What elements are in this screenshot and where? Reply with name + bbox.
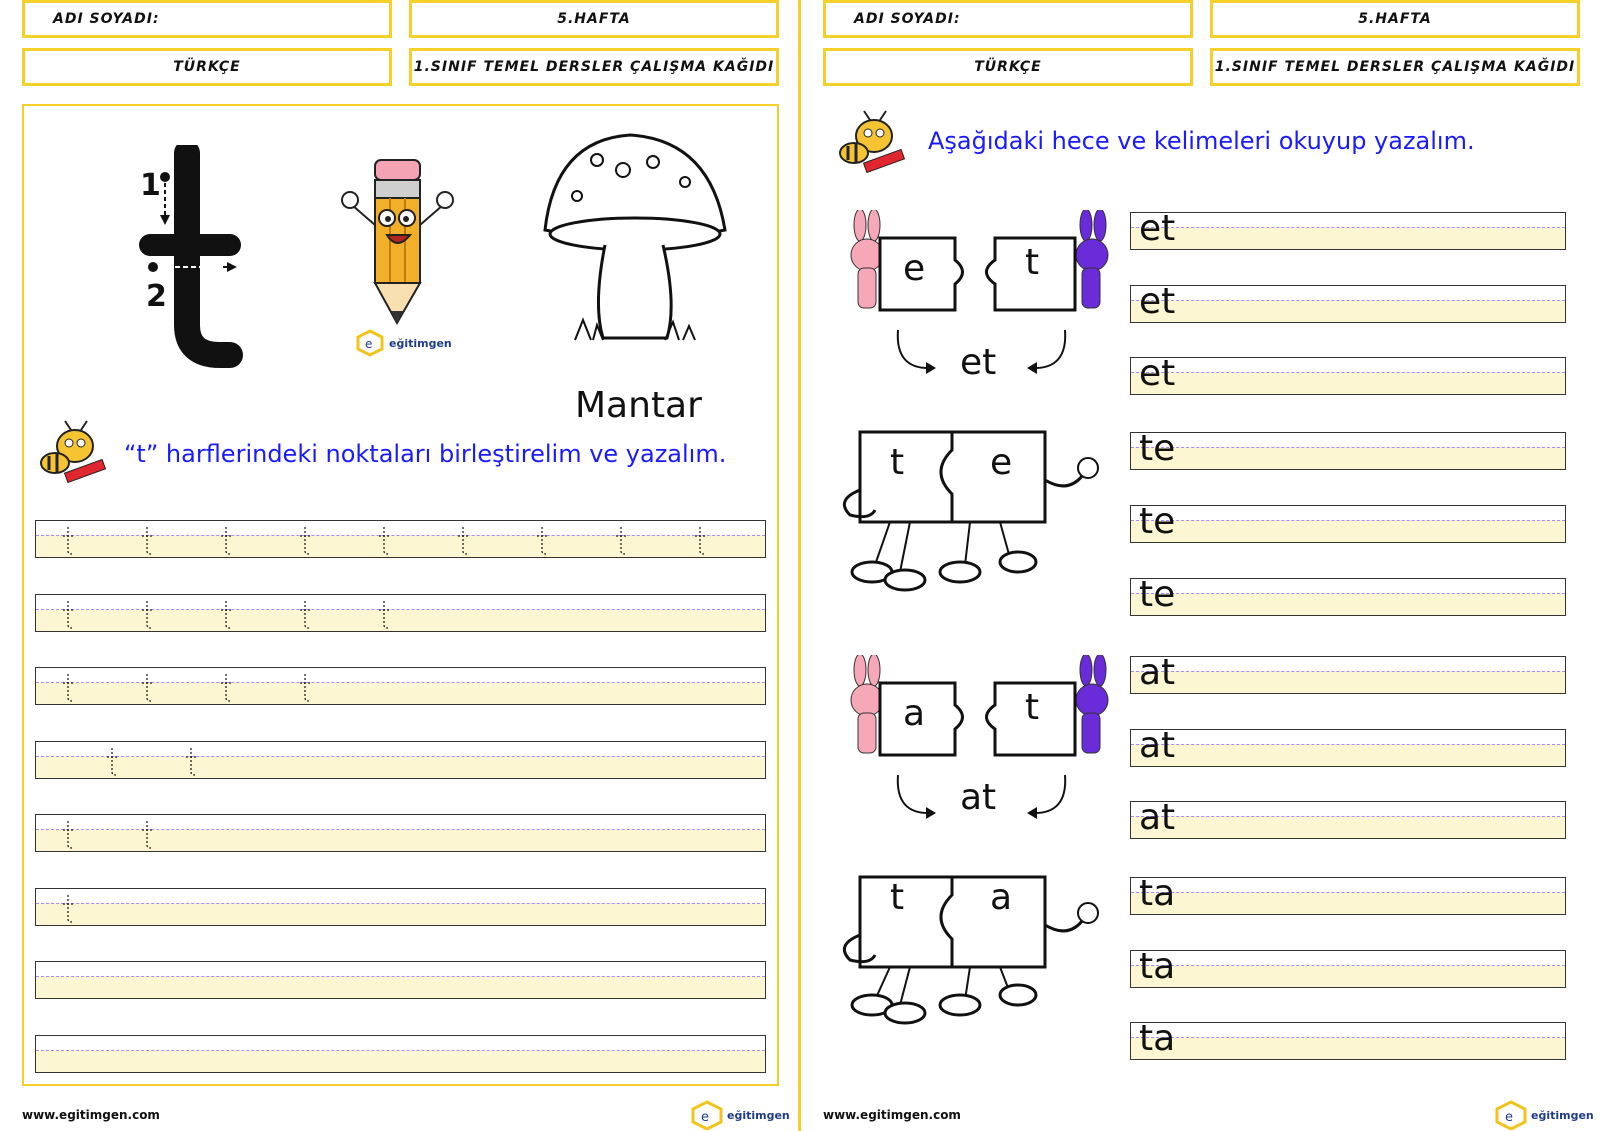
dotted-t-letter [62, 672, 76, 702]
right-footer-brand: eğitimgen [1531, 1108, 1594, 1122]
dotted-t-letter [299, 525, 313, 555]
midline-guide [1131, 447, 1565, 448]
dotted-t-letter [378, 525, 392, 555]
midline-guide [1131, 520, 1565, 521]
svg-text:e: e [1505, 1110, 1513, 1125]
midline-guide [1131, 816, 1565, 817]
tracing-row[interactable] [35, 667, 766, 705]
model-word: et [1139, 281, 1176, 322]
model-word: te [1139, 428, 1176, 469]
name-field-box[interactable] [22, 0, 392, 38]
worksheet-title-box-right [1210, 48, 1580, 86]
reverse-left-letter: t [890, 442, 905, 483]
subject-box [22, 48, 392, 86]
syllable-group-at [830, 655, 1126, 1055]
left-instruction: “t” harflerindeki noktaları birleştirelim ve yazalım. [124, 440, 727, 468]
midline-guide [1131, 593, 1565, 594]
dotted-t-letter [62, 525, 76, 555]
dotted-t-letter [62, 819, 76, 849]
dotted-t-letter [457, 525, 471, 555]
page-divider [798, 0, 801, 1131]
dotted-t-letter [536, 525, 550, 555]
puzzle-left-letter: a [903, 693, 926, 734]
dotted-t-letter [299, 599, 313, 629]
tracing-row[interactable] [35, 594, 766, 632]
dotted-t-letter [62, 893, 76, 923]
midline-guide [1131, 744, 1565, 745]
word-writing-row[interactable] [1130, 1018, 1566, 1060]
word-writing-row[interactable] [1130, 652, 1566, 694]
stroke-step-2: 2 [146, 279, 167, 314]
model-word: te [1139, 501, 1176, 542]
model-word: ta [1139, 946, 1176, 987]
combined-syllable: at [960, 777, 997, 818]
model-word: et [1139, 353, 1176, 394]
left-footer-brand: eğitimgen [727, 1108, 790, 1122]
model-word: te [1139, 574, 1176, 615]
puzzle-right-letter: t [1025, 687, 1040, 728]
puzzle-illustration-icon [830, 210, 1126, 610]
syllable-group-et [830, 210, 1126, 610]
puzzle-right-letter: t [1025, 242, 1040, 283]
midline-guide [1131, 300, 1565, 301]
svg-text:e: e [365, 337, 373, 351]
week-label: 5.HAFTA [557, 11, 631, 27]
brand-hexagon-icon [355, 329, 385, 357]
week-label: 5.HAFTA [1358, 11, 1432, 27]
worksheet-title-box [409, 48, 779, 86]
tracing-row[interactable] [35, 520, 766, 558]
svg-text:e: e [701, 1110, 709, 1125]
dotted-t-letter [220, 525, 234, 555]
stroke-step-1: 1 [140, 168, 161, 203]
midline-guide [1131, 1037, 1565, 1038]
dotted-t-letter [378, 599, 392, 629]
brand-hexagon-icon [1494, 1100, 1528, 1130]
midline-guide [1131, 892, 1565, 893]
word-writing-row[interactable] [1130, 281, 1566, 323]
dotted-t-letter [141, 672, 155, 702]
reverse-right-letter: e [990, 442, 1013, 483]
bee-pencil-icon [834, 108, 914, 178]
dotted-t-letter [141, 819, 155, 849]
dotted-t-letter [299, 672, 313, 702]
word-writing-row[interactable] [1130, 873, 1566, 915]
word-writing-row[interactable] [1130, 353, 1566, 395]
tracing-row[interactable] [35, 1035, 766, 1073]
word-writing-row[interactable] [1130, 797, 1566, 839]
reverse-left-letter: t [890, 877, 905, 918]
tracing-row[interactable] [35, 814, 766, 852]
tracing-row[interactable] [35, 888, 766, 926]
subject-label: TÜRKÇE [173, 59, 241, 75]
name-field-box-right[interactable] [823, 0, 1193, 38]
midline-guide [1131, 227, 1565, 228]
brand-hexagon-icon [690, 1100, 724, 1130]
dotted-t-letter [615, 525, 629, 555]
puzzle-illustration-icon [830, 655, 1126, 1055]
tracing-row[interactable] [35, 741, 766, 779]
midline-guide [1131, 671, 1565, 672]
dotted-t-letter [220, 599, 234, 629]
worksheet-title: 1.SINIF TEMEL DERSLER ÇALIŞMA KAĞIDI [413, 59, 775, 75]
midline-guide [36, 976, 765, 977]
midline-guide [1131, 372, 1565, 373]
model-word: at [1139, 797, 1176, 838]
bee-pencil-icon [35, 418, 115, 488]
word-writing-row[interactable] [1130, 574, 1566, 616]
mushroom-icon [535, 130, 735, 355]
left-footer-logo [690, 1100, 790, 1130]
tracing-row[interactable] [35, 961, 766, 999]
picture-word: Mantar [575, 385, 702, 426]
puzzle-left-letter: e [903, 248, 926, 289]
dotted-t-letter [141, 525, 155, 555]
name-label: ADI SOYADI: [53, 11, 160, 27]
midline-guide [1131, 965, 1565, 966]
pencil-mascot-icon [340, 155, 460, 330]
subject-label: TÜRKÇE [974, 59, 1042, 75]
word-writing-row[interactable] [1130, 428, 1566, 470]
dotted-t-letter [185, 746, 199, 776]
dotted-t-letter [694, 525, 708, 555]
subject-box-right [823, 48, 1193, 86]
name-label: ADI SOYADI: [854, 11, 961, 27]
word-writing-row[interactable] [1130, 725, 1566, 767]
model-word: at [1139, 725, 1176, 766]
week-box-right [1210, 0, 1580, 38]
week-box [409, 0, 779, 38]
right-footer-url[interactable]: www.egitimgen.com [823, 1108, 961, 1122]
model-word: at [1139, 652, 1176, 693]
model-word: ta [1139, 873, 1176, 914]
brand-logo [355, 328, 455, 358]
brand-logo-text: eğitimgen [389, 336, 452, 350]
dotted-t-letter [106, 746, 120, 776]
dotted-t-letter [220, 672, 234, 702]
right-footer-logo [1494, 1100, 1594, 1130]
word-writing-row[interactable] [1130, 946, 1566, 988]
dotted-t-letter [141, 599, 155, 629]
word-writing-row[interactable] [1130, 501, 1566, 543]
left-footer-url[interactable]: www.egitimgen.com [22, 1108, 160, 1122]
model-word: ta [1139, 1018, 1176, 1059]
worksheet-title: 1.SINIF TEMEL DERSLER ÇALIŞMA KAĞIDI [1214, 59, 1576, 75]
midline-guide [36, 1050, 765, 1051]
combined-syllable: et [960, 342, 997, 383]
reverse-right-letter: a [990, 877, 1013, 918]
model-word: et [1139, 208, 1176, 249]
dotted-t-letter [62, 599, 76, 629]
midline-guide [36, 903, 765, 904]
midline-guide [36, 756, 765, 757]
word-writing-row[interactable] [1130, 208, 1566, 250]
right-instruction: Aşağıdaki hece ve kelimeleri okuyup yazalım. [928, 127, 1475, 155]
